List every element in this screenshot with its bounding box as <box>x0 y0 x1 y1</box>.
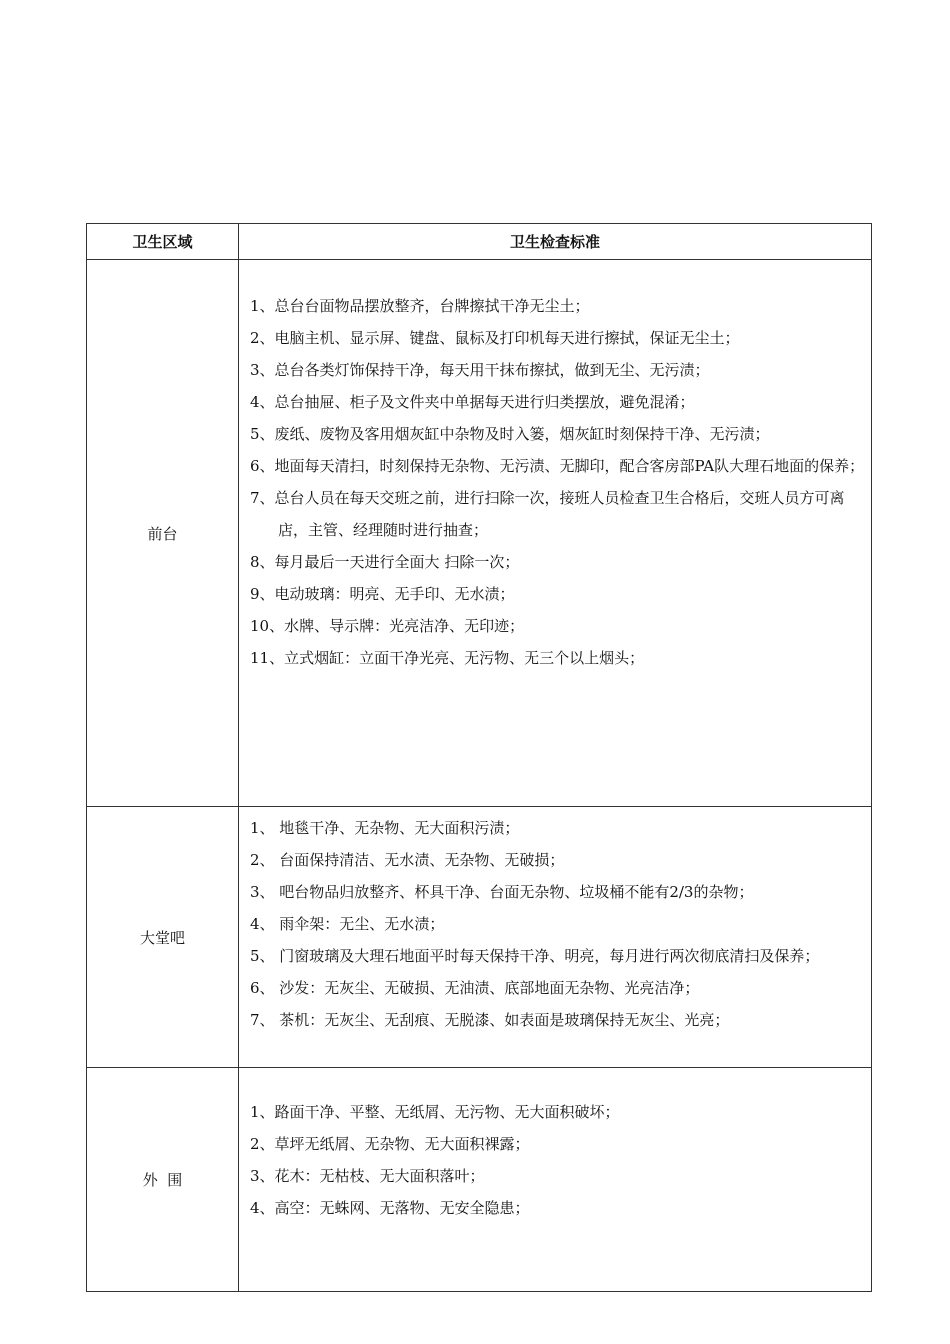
list-item: 1、路面干净、平整、无纸屑、无污物、无大面积破坏； <box>250 1103 620 1121</box>
list-item: 2、草坪无纸屑、无杂物、无大面积裸露； <box>250 1135 530 1153</box>
list-item: 1、 地毯干净、无杂物、无大面积污渍； <box>250 819 520 837</box>
standards-cell <box>239 807 872 1068</box>
list-item: 6、 沙发：无灰尘、无破损、无油渍、底部地面无杂物、光亮洁净； <box>250 979 700 997</box>
list-item: 10、水牌、导示牌：光亮洁净、无印迹； <box>250 617 525 635</box>
area-cell: 前台 <box>87 260 239 807</box>
area-cell: 外 围 <box>87 1068 239 1292</box>
list-item: 7、总台人员在每天交班之前，进行扫除一次，接班人员检查卫生合格后，交班人员方可离店，主管、经理随时进行抽查； <box>250 489 845 539</box>
list-item: 1、总台台面物品摆放整齐，台牌擦拭干净无尘土； <box>250 297 590 315</box>
hygiene-standards-table <box>86 223 872 1292</box>
header-area: 卫生区域 <box>87 224 239 260</box>
table-row <box>87 260 872 807</box>
table-row <box>87 1068 872 1292</box>
list-item: 7、 茶机：无灰尘、无刮痕、无脱漆、如表面是玻璃保持无灰尘、光亮； <box>250 1011 730 1029</box>
list-item: 5、废纸、废物及客用烟灰缸中杂物及时入篓，烟灰缸时刻保持干净、无污渍； <box>250 425 770 443</box>
list-item: 6、地面每天清扫，时刻保持无杂物、无污渍、无脚印，配合客房部PA队大理石地面的保养； <box>250 457 865 475</box>
list-item: 3、总台各类灯饰保持干净，每天用干抹布擦拭，做到无尘、无污渍； <box>250 361 710 379</box>
list-item: 3、花木：无枯枝、无大面积落叶； <box>250 1167 485 1185</box>
list-item: 4、 雨伞架：无尘、无水渍； <box>250 915 445 933</box>
area-cell: 大堂吧 <box>87 807 239 1068</box>
list-item: 8、每月最后一天进行全面大 扫除一次； <box>250 553 520 571</box>
standards-list <box>239 1096 871 1224</box>
list-item: 2、电脑主机、显示屏、键盘、鼠标及打印机每天进行擦拭，保证无尘土； <box>250 329 740 347</box>
table-header-row <box>87 224 872 260</box>
list-item: 5、 门窗玻璃及大理石地面平时每天保持干净、明亮，每月进行两次彻底清扫及保养； <box>250 947 820 965</box>
standards-cell <box>239 260 872 807</box>
list-item: 9、电动玻璃：明亮、无手印、无水渍； <box>250 585 515 603</box>
list-item: 11、立式烟缸：立面干净光亮、无污物、无三个以上烟头； <box>250 649 645 667</box>
standards-list <box>239 290 871 674</box>
header-standard: 卫生检查标准 <box>239 224 872 260</box>
list-item: 4、总台抽屉、柜子及文件夹中单据每天进行归类摆放，避免混淆； <box>250 393 695 411</box>
standards-cell <box>239 1068 872 1292</box>
table-row <box>87 807 872 1068</box>
list-item: 3、 吧台物品归放整齐、杯具干净、台面无杂物、垃圾桶不能有2/3的杂物； <box>250 883 754 901</box>
standards-list <box>239 812 871 1036</box>
list-item: 4、高空：无蛛网、无落物、无安全隐患； <box>250 1199 530 1217</box>
list-item: 2、 台面保持清洁、无水渍、无杂物、无破损； <box>250 851 565 869</box>
